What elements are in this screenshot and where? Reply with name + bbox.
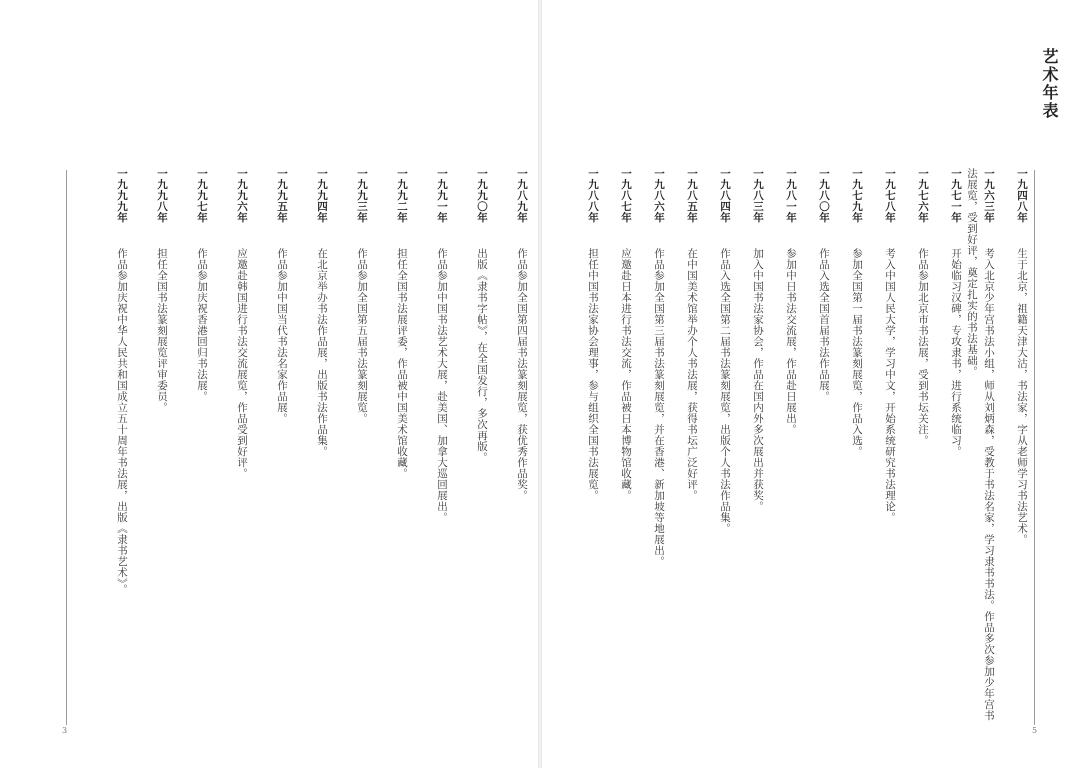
entry-year: 一九八四年 xyxy=(719,168,731,223)
entry-text: 作品参加庆祝香港回归书法展。 xyxy=(196,248,208,402)
entry-year: 一九九二年 xyxy=(396,168,408,223)
entry-year: 一九七八年 xyxy=(884,168,896,223)
right-page-number: 5 xyxy=(1032,726,1038,735)
chronology-entry xyxy=(313,168,330,728)
section-title: 艺术年表 xyxy=(1040,48,1059,120)
entry-text: 担任中国书法家协会理事，参与组织全国书法展览。 xyxy=(587,248,599,501)
entry-text: 在中国美术馆举办个人书法展，获得书坛广泛好评。 xyxy=(686,248,698,501)
entry-year: 一九八七年 xyxy=(620,168,632,223)
chronology-entry xyxy=(433,168,450,728)
entry-year: 一九八一年 xyxy=(785,168,797,223)
entry-year: 一九九五年 xyxy=(276,168,288,223)
chronology-entry xyxy=(584,168,601,728)
chronology-entry xyxy=(749,168,766,728)
left-page-rule xyxy=(66,170,67,725)
entry-year: 一九八三年 xyxy=(752,168,764,223)
entry-year: 一九八〇年 xyxy=(818,168,830,223)
entry-text: 作品参加全国第五届书法篆刻展览。 xyxy=(356,248,368,424)
entry-year: 一九九七年 xyxy=(196,168,208,223)
entry-text: 应邀赴韩国进行书法交流展览，作品受到好评。 xyxy=(236,248,248,479)
entry-year: 一九八九年 xyxy=(516,168,528,223)
chronology-entry xyxy=(513,168,530,728)
entry-year: 一九七一年 xyxy=(950,168,962,223)
entry-text: 生于北京，祖籍天津大沽，书法家，字从老师学习书法艺术。 xyxy=(1016,248,1028,545)
entry-text: 考入中国人民大学，学习中文，开始系统研究书法理论。 xyxy=(884,248,896,523)
left-page-chronology xyxy=(72,168,530,728)
entry-year: 一九九八年 xyxy=(156,168,168,223)
entry-text: 作品入选全国第二届书法篆刻展览，出版个人书法作品集。 xyxy=(719,248,731,534)
entry-year: 一九七六年 xyxy=(917,168,929,223)
entry-text: 参加全国第一届书法篆刻展览，作品入选。 xyxy=(851,248,863,457)
entry-year: 一九四八年 xyxy=(1016,168,1028,223)
chronology-entry xyxy=(473,168,490,728)
entry-text: 担任全国书法篆刻展览评审委员。 xyxy=(156,248,168,413)
entry-text: 作品参加庆祝中华人民共和国成立五十周年书法展，出版《隶书艺术》。 xyxy=(116,248,128,595)
entry-text: 作品参加中国当代书法名家作品展。 xyxy=(276,248,288,424)
chronology-entry xyxy=(963,168,997,728)
entry-text: 作品参加全国第三届书法篆刻展览，并在香港、新加坡等地展出。 xyxy=(653,248,665,567)
chronology-entry xyxy=(716,168,733,728)
entry-text: 加入中国书法家协会，作品在国内外多次展出并获奖。 xyxy=(752,248,764,512)
chronology-entry xyxy=(782,168,799,728)
right-page-rule xyxy=(1034,170,1035,725)
entry-year: 一九八六年 xyxy=(653,168,665,223)
entry-year: 一九六三年 xyxy=(983,168,995,223)
chronology-entry xyxy=(273,168,290,728)
chronology-entry xyxy=(947,168,964,728)
entry-text: 开始临习汉碑，专攻隶书，进行系统临习。 xyxy=(950,248,962,457)
entry-text: 作品参加中国书法艺术大展，赴美国、加拿大巡回展出。 xyxy=(436,248,448,523)
entry-year: 一九八五年 xyxy=(686,168,698,223)
entry-text: 应邀赴日本进行书法交流，作品被日本博物馆收藏。 xyxy=(620,248,632,501)
entry-text: 作品入选全国首届书法作品展。 xyxy=(818,248,830,402)
entry-text: 作品参加北京市书法展，受到书坛关注。 xyxy=(917,248,929,446)
chronology-entry xyxy=(233,168,250,728)
entry-year: 一九九四年 xyxy=(316,168,328,223)
entry-text: 考入北京少年宫书法小组，师从刘炳森，受教于书法名家，学习隶书书法。作品多次参加少年宫书法展览，受到好评，奠定扎实的书法基础。 xyxy=(966,168,995,721)
chronology-entry xyxy=(815,168,832,728)
entry-year: 一九九六年 xyxy=(236,168,248,223)
chronology-entry xyxy=(650,168,667,728)
entry-text: 担任全国书法展评委，作品被中国美术馆收藏。 xyxy=(396,248,408,479)
right-page-chronology xyxy=(552,168,1030,728)
chronology-entry xyxy=(193,168,210,728)
chronology-entry xyxy=(1013,168,1030,728)
chronology-entry xyxy=(153,168,170,728)
entry-text: 在北京举办书法作品展，出版书法作品集。 xyxy=(316,248,328,457)
chronology-entry xyxy=(353,168,370,728)
chronology-entry xyxy=(881,168,898,728)
entry-year: 一九九三年 xyxy=(356,168,368,223)
entry-text: 参加中日书法交流展，作品赴日展出。 xyxy=(785,248,797,435)
entry-year: 一九八八年 xyxy=(587,168,599,223)
entry-year: 一九九〇年 xyxy=(476,168,488,223)
entry-text: 作品参加全国第四届书法篆刻展览，获优秀作品奖。 xyxy=(516,248,528,501)
chronology-entry xyxy=(617,168,634,728)
chronology-entry xyxy=(393,168,410,728)
chronology-entry xyxy=(848,168,865,728)
chronology-entry xyxy=(683,168,700,728)
chronology-entry xyxy=(914,168,931,728)
left-page-number: 3 xyxy=(62,726,68,735)
entry-year: 一九七九年 xyxy=(851,168,863,223)
chronology-entry xyxy=(113,168,130,728)
entry-text: 出版《隶书字帖》，在全国发行，多次再版。 xyxy=(476,248,488,463)
entry-year: 一九九九年 xyxy=(116,168,128,223)
entry-year: 一九九一年 xyxy=(436,168,448,223)
